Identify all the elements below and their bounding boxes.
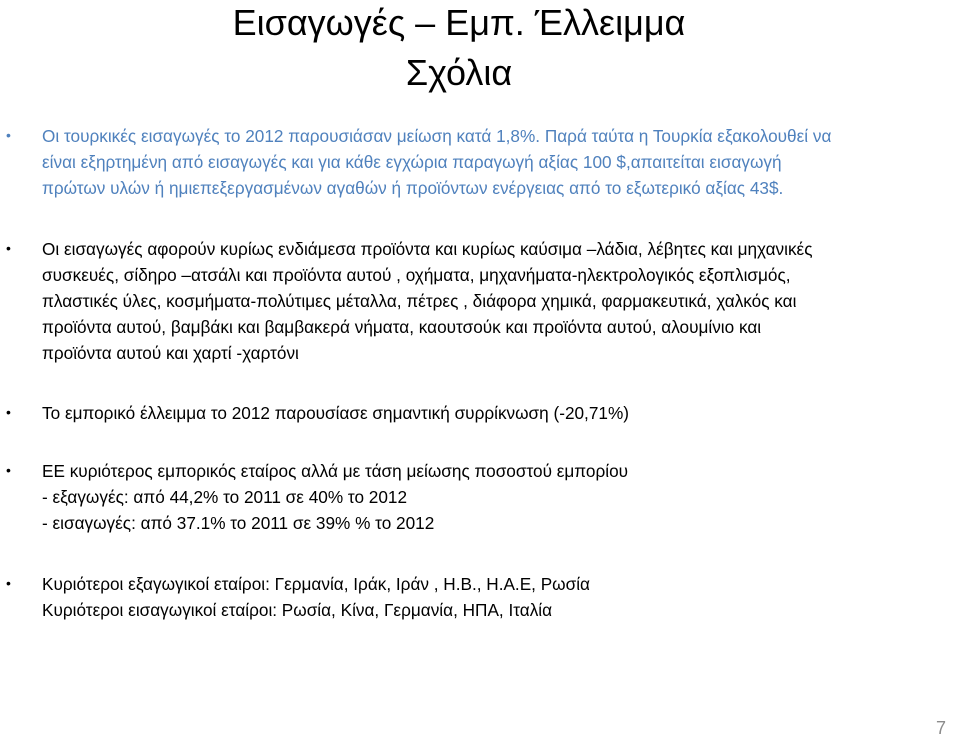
bullet-line: - εισαγωγές: από 37.1% το 2011 σε 39% % το 2012 — [42, 513, 435, 533]
bullet-line: προϊόντα αυτού και χαρτί -χαρτόνι — [42, 343, 299, 363]
bullet-line: πρώτων υλών ή ημιεπεξεργασμένων αγαθών ή προϊόντων ενέργειας από το εξωτερικό αξίας 43$. — [42, 178, 784, 198]
bullet-marker: • — [6, 462, 11, 478]
bullet-line: συσκευές, σίδηρο –ατσάλι και προϊόντα αυτού , οχήματα, μηχανήματα-ηλεκτρολογικός εξοπλισμός, — [42, 265, 791, 285]
bullet-item-import-products — [42, 236, 942, 366]
bullet-item-imports-decline — [42, 123, 942, 201]
bullet-item-trade-deficit — [42, 400, 942, 426]
bullet-line: Κυριότεροι εξαγωγικοί εταίροι: Γερμανία, Ιράκ, Ιράν , Η.Β., Η.Α.Ε, Ρωσία — [42, 574, 590, 594]
bullet-line: Οι εισαγωγές αφορούν κυρίως ενδιάμεσα προϊόντα και κυρίως καύσιμα –λάδια, λέβητες και μηχανικές — [42, 239, 813, 259]
bullet-marker: • — [6, 127, 11, 143]
slide-title-line2: Σχόλια — [405, 52, 513, 93]
bullet-marker: • — [6, 404, 11, 420]
bullet-line: Κυριότεροι εισαγωγικοί εταίροι: Ρωσία, Κίνα, Γερμανία, ΗΠΑ, Ιταλία — [42, 600, 553, 620]
bullet-line: πλαστικές ύλες, κοσμήματα-πολύτιμες μέταλλα, πέτρες , διάφορα χημικά, φαρμακευτικά, χαλκός και — [42, 291, 797, 311]
bullet-line: Το εμπορικό έλλειμμα το 2012 παρουσίασε σημαντική συρρίκνωση (-20,71%) — [42, 403, 629, 423]
bullet-item-main-partners — [42, 571, 942, 623]
bullet-line: προϊόντα αυτού, βαμβάκι και βαμβακερά νήματα, καουτσούκ και προϊόντα αυτού, αλουμίνιο και — [42, 317, 762, 337]
page-number: 7 — [935, 718, 946, 738]
slide-title-line1: Εισαγωγές – Εμπ. Έλλειμμα — [232, 2, 686, 43]
bullet-line: Οι τουρκικές εισαγωγές το 2012 παρουσιάσαν μείωση κατά 1,8%. Παρά ταύτα η Τουρκία εξακολουθεί να — [42, 126, 832, 146]
bullet-item-eu-partner — [42, 458, 942, 536]
bullet-marker: • — [6, 240, 11, 256]
bullet-line: είναι εξηρτημένη από εισαγωγές και για κάθε εγχώρια παραγωγή αξίας 100 $,απαιτείται εισαγωγή — [42, 152, 782, 172]
bullet-marker: • — [6, 575, 11, 591]
bullet-line: - εξαγωγές: από 44,2% το 2011 σε 40% το 2012 — [42, 487, 408, 507]
bullet-line: ΕΕ κυριότερος εμπορικός εταίρος αλλά με τάση μείωσης ποσοστού εμπορίου — [42, 461, 629, 481]
